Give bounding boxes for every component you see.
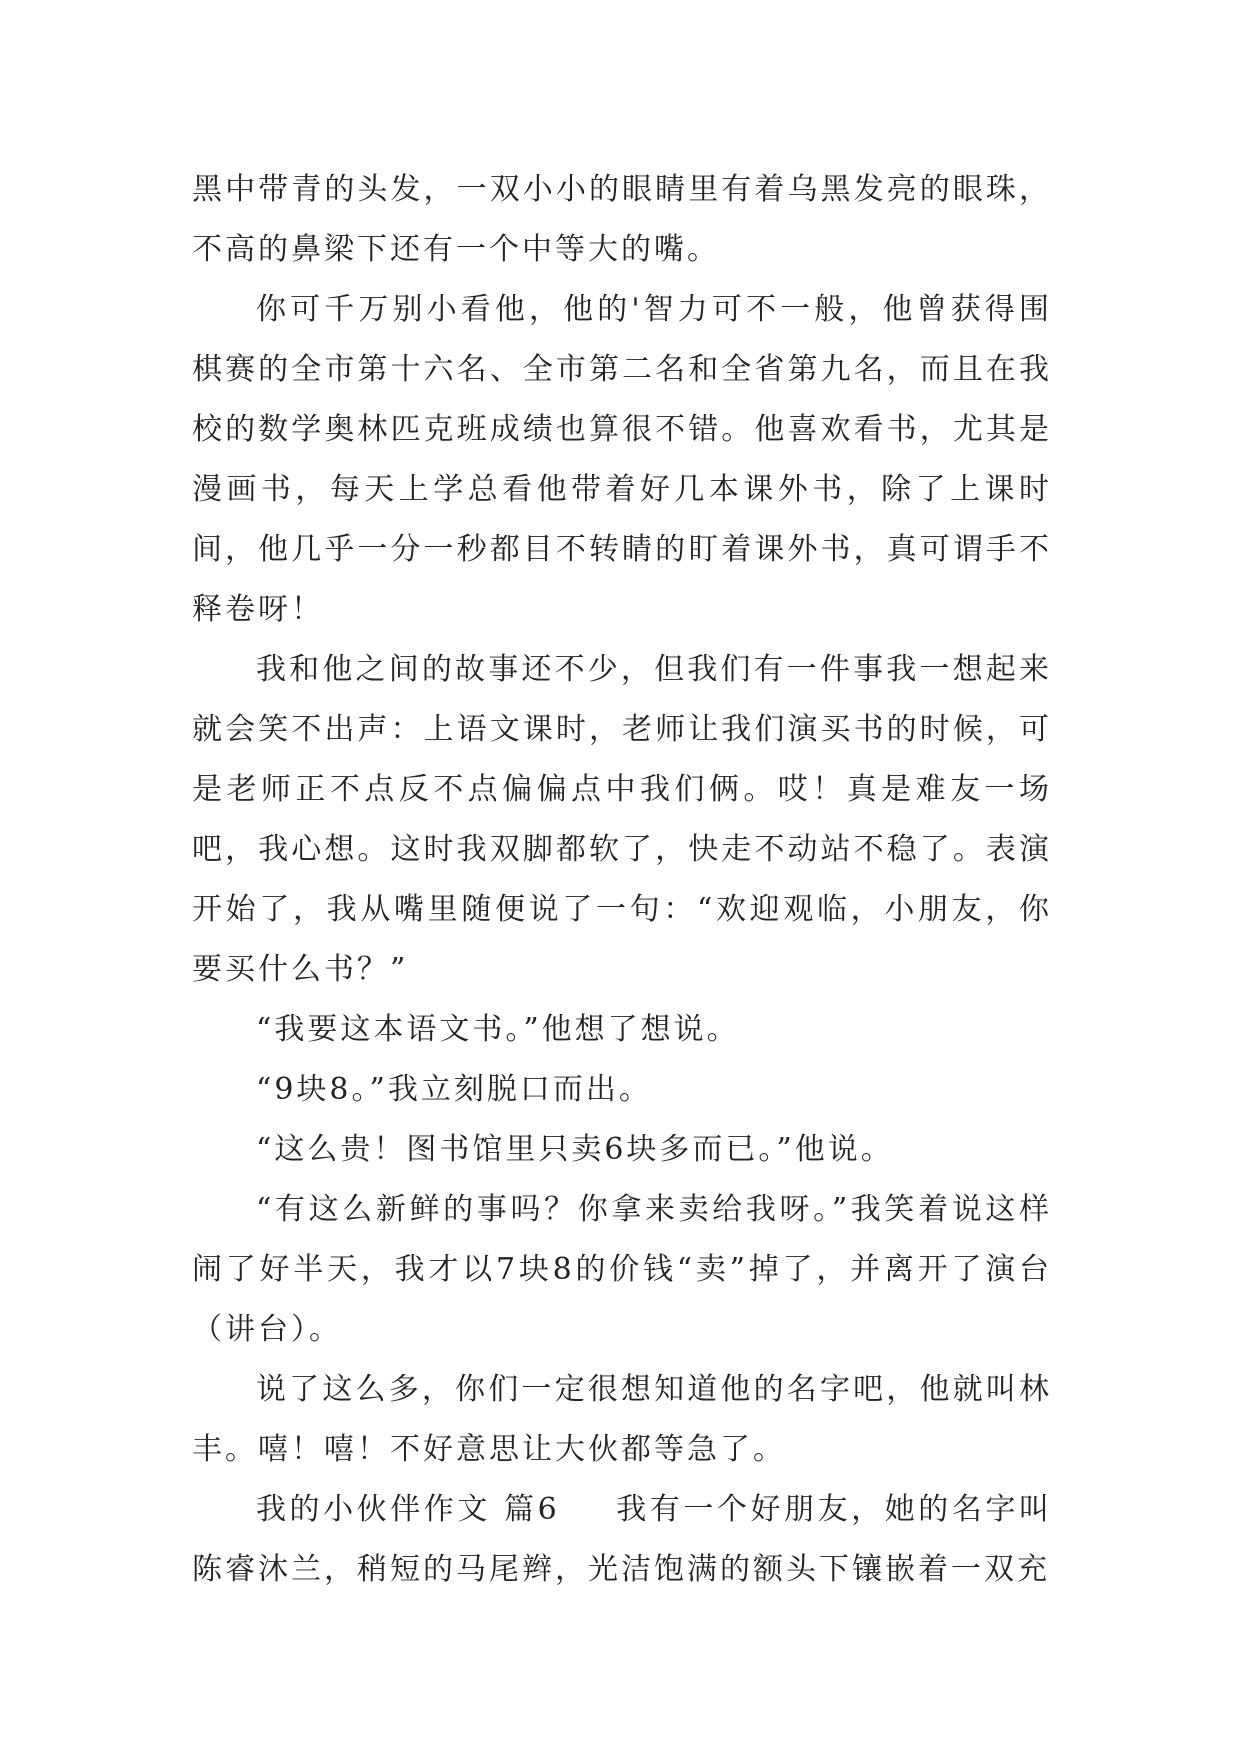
paragraph-8: 说了这么多，你们一定很想知道他的名字吧，他就叫林丰。嘻！嘻！不好意思让大伙都等急了。 [192,1372,1052,1467]
paragraph-5: “9块8。”我立刻脱口而出。 [256,1072,652,1107]
paragraph-9-text: 我有一个好朋友，她的名字叫陈睿沐兰，稍短的马尾辫，光洁饱满的额头下镶嵌着一双充 [192,1492,1052,1587]
paragraph-4: “我要这本语文书。”他想了想说。 [256,1012,740,1047]
section-heading: 我的小伙伴作文 篇6 [256,1492,560,1527]
paragraph-1: 黑中带青的头发，一双小小的眼睛里有着乌黑发亮的眼珠，不高的鼻梁下还有一个中等大的嘴。 [192,172,1052,267]
paragraph-2: 你可千万别小看他，他的'智力可不一般，他曾获得围棋赛的全市第十六名、全市第二名和全省第九名，而且在我校的数学奥林匹克班成绩也算很不错。他喜欢看书，尤其是漫画书，每天上学总看他带着好几本课外书，除了上课时间，他几乎一分一秒都目不转睛的盯着课外书，真可谓手不释卷呀！ [192,292,1052,627]
paragraph-3: 我和他之间的故事还不少，但我们有一件事我一想起来就会笑不出声：上语文课时，老师让我们演买书的时候，可是老师正不点反不点偏偏点中我们俩。哎！真是难友一场吧，我心想。这时我双脚都软了，快走不动站不稳了。表演开始了，我从嘴里随便说了一句：“欢迎观临，小朋友，你要买什么书？” [192,652,1052,987]
paragraph-7: “有这么新鲜的事吗？你拿来卖给我呀。”我笑着说这样闹了好半天，我才以7块8的价钱“卖”掉了，并离开了演台（讲台）。 [192,1192,1052,1347]
document-body [192,160,1052,1600]
paragraph-9 [192,1480,1052,1600]
paragraph-6: “这么贵！图书馆里只卖6块多而已。”他说。 [256,1132,894,1167]
